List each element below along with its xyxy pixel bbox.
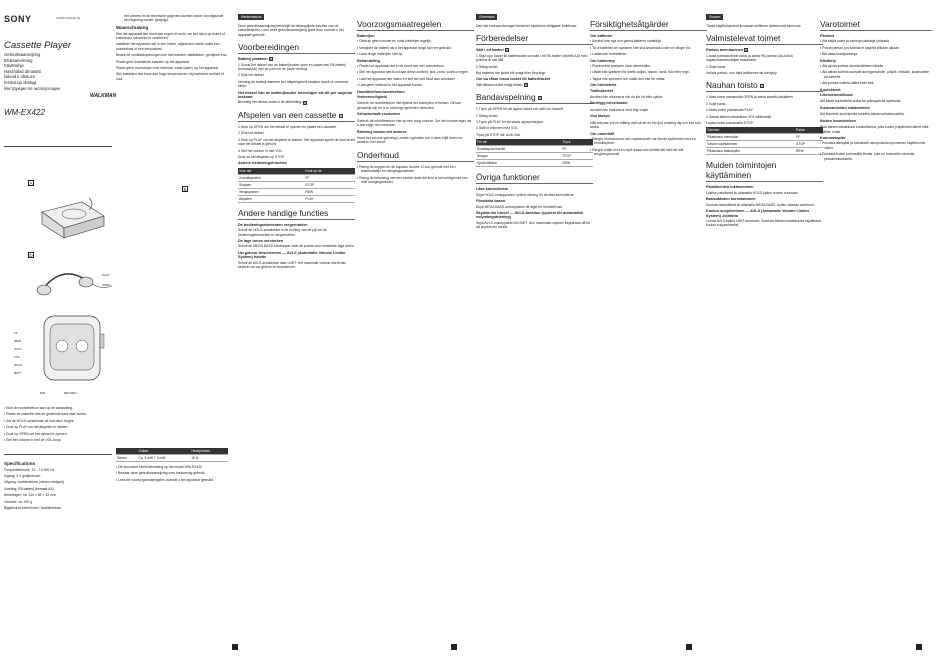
section-title: Försiktighetsåtgärder — [590, 19, 707, 31]
nederlands-precautions-column: Voorzorgsmaatregelen Batterijen • Gebruik geen nieuwe en oude batterijen tegelijk. • Verwijder de batterij als u het apparaat lange tijd niet gebruikt. • Laad droge batterijen niet op. Behandeling • Plaats het apparaat niet in de buurt van een warmtebron. • Stel het apparaat niet bloot aan direct zonlicht, stof, zand, vocht of regen. • Laat het apparaat niet vallen en stel het niet bloot aan schokken. • Laat geen vloeistof in het apparaat komen. Hoofdtelefoon/oortelefoon Verkeersveiligheid Gebruik de hoofdtelefoon niet tijdens het autorijden of fietsen. Dit kan gevaarlijk zijn en is in sommige gebieden verboden. Gehoorschade voorkomen Gebruik de hoofdtelefoon niet op een hoog volume. Zet het volume lager als u last krijgt van oorsuizen. Rekening houden met anderen Houd het volume gematigd, zodat u geluiden om u heen blijft horen en anderen niet stoort. Onderhoud • Reinig de koppen en de capstan na elke 10 uur gebruik met een wattenstaafje en reinigingsvloeistof. • Reinig de behuizing met een zachte doek die licht is bevochtigd met een mild reinigingsmiddel. — [357, 14, 474, 650]
subsection-title: Kunnossapito — [820, 135, 846, 140]
cover-notes: • Sluit de hoofdtelefoon aan op de aansluiting. • Plaats de cassette met de gewenste kant naar boven. • Zet de HOLD-schakelaar uit voordat u begint. • Druk op PLAY om het afspelen te starten. • Druk op OPEN om het deksel te openen. • Stel het volume in met de VOL-knop. — [4, 406, 87, 443]
table-row: Afspelen PLAY — [238, 195, 355, 202]
table-head: Voor het — [238, 168, 304, 175]
controls-table — [238, 168, 355, 203]
registration-mark — [451, 644, 457, 650]
figure-ref-icon: C — [538, 96, 542, 101]
controls-table — [476, 139, 593, 167]
table-row: Terugspoelen REW — [238, 188, 355, 195]
divider — [4, 146, 112, 147]
section-title: Voorbereidingen — [238, 42, 355, 54]
section-title: Förberedelser — [476, 33, 593, 45]
subsection-title: Om hantering — [590, 58, 615, 63]
subsection-title: Painikkeiden lukitseminen — [706, 185, 754, 190]
label-rew: REW — [14, 339, 21, 343]
figure-label-a: A — [29, 181, 33, 186]
table-row: Vooruitspoelen FF — [238, 174, 355, 181]
figure-ref-icon: A — [505, 48, 508, 53]
part-number: 3-XXX-XXX-11 (1) — [56, 16, 81, 20]
svenska-column: Svenska Den här bruksanvisningen beskriver spelarens viktigaste funktioner. Förberedelser Sätt i ett batteri A 1 Skjut upp locket till batterifacket och sätt i ett R6-batteri (storlek AA) med polerna åt rätt håll. 2 Stäng locket. Byt batteriet när ljudet blir svagt eller förvrängt. Om du råkar lossa locket till batterifacket Sätt tillbaka locket enligt bilden. B Bandavspelning C 1 Tryck på OPEN för att öppna locket och sätt i en kassett. 2 Stäng locket. 3 Tryck på PLAY för att starta uppspelningen. 4 Ställ in volymen med VOL. Tryck på STOP när du är klar. För att Tryck Snabbspola framåt FF Stoppa STOP Spola tillbaka REW Övriga funktioner Låsa kontrollerna Skjut HOLD-omkopplaren i pilens riktning för att låsa kontrollerna. Förstärka basen Skjut MEGA BASS-omkopplaren till läget för förstärkt bas. Skydda din hörsel — AVLS-funktion (system för automatisk volymbegränsning) Skjut AVLS-omkopplaren till LIMIT. Den maximala volymen begränsas då för att skydda din hörsel. — [476, 14, 593, 650]
label-open: OPEN — [102, 283, 111, 287]
table-head: Paina — [795, 127, 823, 134]
figure-ref-icon: B — [304, 100, 307, 105]
language-item: Használati útmutató — [4, 68, 42, 74]
language-item: Instrukcja obsługi — [4, 79, 37, 85]
warning-heading: Waarschuwing — [116, 25, 149, 30]
subsection-title: Förstärka basen — [476, 199, 506, 204]
svenska-precautions-column: Försiktighetsåtgärder Om batterier • Använd inte nya och gamla batterier samtidigt. • Ta ut batteriet om spelaren inte ska användas under en längre tid. • Ladda inte torrbatterier. Om hantering • Placera inte spelaren nära värmekällor. • Utsätt inte spelaren för direkt solljus, damm, sand, fukt eller regn. • Tappa inte spelaren och utsätt den inte för stötar. Om hörlurarna Trafiksäkerhet Använd inte hörlurarna när du kör bil eller cyklar. Förebygg hörselskador Använd inte hörlurarna med hög volym. Visa hänsyn Håll volymen på en måttlig nivå så att du hör ljud omkring dig och inte stör andra. Om underhåll • Rengör tonhuvudena och capstanaxeln var tionde speltimme med en bomullspinne. • Rengör höljet med en mjuk trasa som fuktats lätt med ett milt rengöringsmedel. — [590, 14, 707, 650]
section-title: Andere handige functies — [238, 208, 355, 220]
headphones-illustration — [32, 262, 114, 298]
specifications: Specifications Frequentiebereik: 70 – 14 000 Hz Ingang: 3 V gelijkstroom Uitgang: hoofdtelefoon (stereo minijack) Voeding: R6-batterij (formaat AA) Afmetingen: ca. 114 × 84 × 33 mm Gewicht: ca. 200 g Bijgeleverd toebehoren: hoofdtelefoon — [4, 458, 112, 512]
subsection-title: Om hörlurarna — [590, 83, 617, 88]
spec-table-head: Output — [137, 448, 190, 455]
table-row: Stoppa STOP — [476, 153, 593, 160]
subsection-title: Paristo asentaminen A — [706, 48, 748, 53]
language-list — [4, 52, 112, 91]
controls-table — [706, 127, 823, 155]
table-row: Toiston lopettaminen STOP — [706, 141, 823, 148]
label-hold: HOLD — [14, 363, 23, 367]
section-title: Muiden toimintojen käyttäminen — [706, 160, 823, 182]
intro-note: Het ontwerp en de technische gegevens kunnen zonder voorafgaande kennisgeving worden gewijzigd. — [124, 14, 224, 22]
subsection-title: Paristot — [820, 34, 835, 38]
figure-label-b: B — [183, 187, 187, 192]
registration-mark — [686, 644, 692, 650]
battery-insert-illustration — [34, 194, 114, 244]
table-row: Pikakelaus taaksepäin REW — [706, 148, 823, 155]
language-item: Návod k obsluze — [4, 74, 35, 80]
figure-ref-icon: A — [269, 57, 272, 62]
section-title: Nauhan toisto C — [706, 80, 823, 92]
spec-heading: Specifications — [4, 461, 36, 466]
divider — [4, 454, 112, 455]
label-dir: DIR — [40, 391, 46, 395]
subsection-title: Kuulokkeet — [820, 87, 841, 92]
model-number: WM-EX422 — [4, 108, 45, 118]
table-head: Druk op de — [304, 168, 355, 175]
section-title: Onderhoud — [357, 150, 474, 162]
table-row: Stoppen STOP — [238, 181, 355, 188]
subsection-title: Sätt i ett batteri A — [476, 48, 508, 53]
table-row: Pikakelaus eteenpäin FF — [706, 134, 823, 141]
registration-mark — [916, 644, 922, 650]
table-title: Andere bedieningsfuncties — [238, 161, 287, 166]
label-return: RETURN — [64, 391, 77, 395]
spec-table: Output Headphones Stereo Ca. 3 mW + 3 mW 16 Ω • Dit document heeft betrekking op het model WM-EX422. • Bewaar deze gebruiksaanwijzing voor toekomstig gebruik. • Lees de voorzorgsmaatregelen voordat u het apparaat gebruikt. — [116, 446, 228, 484]
suomi-precautions-column: Varotoimet Paristot • Älä käytä uusia ja vanhoja paristoja yhdessä. • Poista paristo, jos soitinta ei käytetä pitkään aikaan. • Älä lataa kuivaparistoja. Käsittely • Älä sijoita soitinta lämmönlähteen lähelle. • Älä altista soitinta suoralle auringonvalolle, pölylle, hiekalle, kosteudelle tai sateelle. • Älä pudota soitinta äläkä kolhi sitä. Kuulokkeet Liikenneturvallisuus Älä käytä kuulokkeita autoa tai polkupyörää ajaessasi. Kuulovaurioiden ehkäiseminen Älä kuuntele kuulokkeilla suurella äänenvoimakkuudella. Muiden huomioiminen Pidä äänenvoimakkuus kohtuullisena, jotta kuulet ympäristön äänet etkä häiritse muita. Kunnossapito • Puhdista äänipäät ja vetoakseli vanupuikolla kymmenen käyttötunnin välein. • Puhdista kotelo pehmeällä liinalla, joka on kostutettu miedolla pesuaineliuoksella. — [820, 14, 932, 650]
suomi-column: Suomi Tässä käyttöohjeessa kuvataan soittimen tärkeimmät toiminnot. Valmistelevat toimet Paristo asentaminen A 1 Avaa paristokotelon kansi ja aseta R6-paristo (AA-koko) napaisuusmerkintöjen mukaisesti. 2 Sulje kansi. Vaihda paristo, kun ääni heikkenee tai säröytyy. Nauhan toisto C 1 Avaa kansi painamalla OPEN ja aseta kasetti paikalleen. 2 Sulje kansi. 3 Aloita toisto painamalla PLAY. 4 Säädä äänenvoimakkuus VOL-säätimellä. Lopeta toisto painamalla STOP. Toiminto Paina Pikakelaus eteenpäin FF Toiston lopettaminen STOP Pikakelaus taaksepäin REW Muiden toimintojen käyttäminen Painikkeiden lukitseminen Lukitse painikkeet liu'uttamalla HOLD-kytkin nuolen suuntaan. Bassoäänten korostaminen Korosta bassoääniä liu'uttamalla MEGA BASS -kytkin oikeaan asentoon. Kuulon suojeleminen — AVLS (Automatic Volume Limiter System) -toiminto Liu'uta AVLS-kytkin LIMIT-asentoon. Suurinta äänenvoimakkuutta rajoitetaan kuulon suojaamiseksi. — [706, 14, 821, 228]
figure-label-d: D — [29, 253, 33, 258]
subsection-title: Käsittely — [820, 58, 836, 63]
subsection-title: De bedieningselementen vergrendelen — [238, 222, 308, 227]
subsection-title: Kuulon suojeleminen — AVLS (Automatic Volume Limiter System) -toiminto — [706, 209, 810, 218]
language-item: Käyttöohje — [4, 63, 24, 69]
cassette-player-illustration — [30, 304, 112, 386]
subsection-title: Batterij plaatsen A — [238, 57, 272, 62]
subsection-title: Låsa kontrollerna — [476, 187, 508, 192]
subsection-title: Het deksel van de batterijhouder bevestigen als dit per ongeluk loskomt — [238, 90, 353, 100]
subsection-title: De lage tonen versterken — [238, 238, 284, 243]
table-row: Spola tillbaka REW — [476, 160, 593, 167]
language-header: Svenska — [476, 14, 497, 20]
section-title: Varotoimet — [820, 19, 932, 31]
label-batt: BATT — [14, 371, 22, 375]
language-item: Bruksanvisning — [4, 57, 33, 63]
table-row: Snabbspola framåt FF — [476, 146, 593, 153]
label-ff: FF — [14, 331, 18, 335]
section-title: Voorzorgsmaatregelen — [357, 19, 474, 31]
section-title: Afspelen van een cassette C — [238, 110, 355, 122]
language-item: Инструкция по эксплуатации — [4, 85, 60, 91]
subsection-title: Hoofdtelefoon/oortelefoon — [357, 89, 405, 94]
subsection-title: Om batterier — [590, 34, 613, 38]
subsection-title: Uw gehoor beschermen — AVLS (Automatic Volume Limiter System) functie — [238, 250, 346, 260]
figure-ref-icon: A — [745, 48, 748, 53]
subsection-title: Batterijen — [357, 34, 375, 38]
subsection-title: Skydda din hörsel — AVLS-funktion (system för automatisk volymbegränsning) — [476, 210, 584, 220]
walkman-logo: WALKMAN — [90, 93, 117, 99]
table-head: Tryck — [562, 139, 593, 146]
label-play: PLAY — [102, 273, 110, 277]
figure-ref-icon: C — [761, 84, 764, 89]
label-avls: AVLS — [14, 347, 22, 351]
table-head: För att — [476, 139, 562, 146]
subsection-title: Om underhåll — [590, 131, 615, 136]
table-head: Toiminto — [706, 127, 795, 134]
figure-ref-icon: B — [525, 82, 528, 87]
subsection-title: Om du råkar lossa locket till batterifacket — [476, 77, 551, 82]
language-header: Nederlands — [238, 14, 264, 20]
warning-column: Het ontwerp en de technische gegevens kunnen zonder voorafgaande kennisgeving worden gewijzigd. Waarschuwing Stel het apparaat niet bloot aan regen of vocht, om het risico op brand of elektrische schokken te verkleinen. Installeer het apparaat niet in een kleine, afgesloten ruimte zoals een boekenkast of een inbouwkast. Bedek de ventilatieopeningen niet met kranten, tafelkleden, gordijnen enz. Plaats geen brandende kaarsen op het apparaat. Plaats geen voorwerpen met vloeistof, zoals vazen, op het apparaat. Stel batterijen niet bloot aan hoge temperaturen, bijvoorbeeld zonlicht of vuur. Output Headphones Stereo Ca. 3 mW + 3 mW 16 Ω • Dit document heeft betrekking op het model WM-EX422. • Bewaar deze gebruiksaanwijzing voor toekomstig gebruik. • Lees de voorzorgsmaatregelen voordat u het apparaat gebruikt. — [116, 14, 228, 650]
section-title: Övriga funktioner — [476, 172, 593, 184]
registration-mark — [232, 644, 238, 650]
language-header: Suomi — [706, 14, 723, 20]
subsection-title: Bassoäänten korostaminen — [706, 197, 756, 202]
product-title: Cassette Player — [4, 40, 72, 51]
sony-logo: SONY — [4, 14, 32, 24]
spec-table-head: Headphones — [190, 448, 228, 455]
nederlands-column: Nederlands Deze gebruiksaanwijzing beschrijft de belangrijkste functies van de cassettespeler. Lees deze gebruiksaanwijzing goed door voordat u het apparaat gebruikt. Voorbereidingen Batterij plaatsen A 1 Schuif het deksel van de batterijhouder open en plaats een R6-batterij (formaat AA) met de polen in de juiste richting. 2 Sluit het deksel. Vervang de batterij wanneer het afspeelgeluid zwakker wordt of vervormd klinkt. Het deksel van de batterijhouder bevestigen als dit per ongeluk loskomt Bevestig het deksel zoals in de afbeelding. B Afspelen van een cassette C 1 Druk op OPEN om het deksel te openen en plaats een cassette. 2 Sluit het deksel. 3 Druk op PLAY om het afspelen te starten. Het apparaat speelt de kant af die naar het deksel is gericht. 4 Stel het volume in met VOL. Druk na het afspelen op STOP. Andere bedieningsfuncties Voor het Druk op de Vooruitspoelen FF Stoppen STOP Terugspoelen REW Afspelen PLAY Andere handige functies De bedieningselementen vergrendelen Schuif de HOLD-schakelaar in de richting van de pijl om de bedieningselementen te vergrendelen. De lage tonen versterken Schuif de MEGA BASS-schakelaar naar de positie voor versterkte lage tonen. Uw gehoor beschermen — AVLS (Automatic Volume Limiter System) functie Schuif de AVLS-schakelaar naar LIMIT. Het maximale volume wordt dan beperkt om uw gehoor te beschermen. — [238, 14, 355, 269]
language-item: Gebruiksaanwijzing — [4, 52, 41, 57]
section-title: Valmistelevat toimet — [706, 33, 823, 45]
section-title: Bandavspelning C — [476, 92, 593, 104]
label-vol: VOL — [14, 355, 21, 359]
subsection-title: Behandeling — [357, 58, 380, 63]
figure-ref-icon: C — [339, 113, 342, 118]
